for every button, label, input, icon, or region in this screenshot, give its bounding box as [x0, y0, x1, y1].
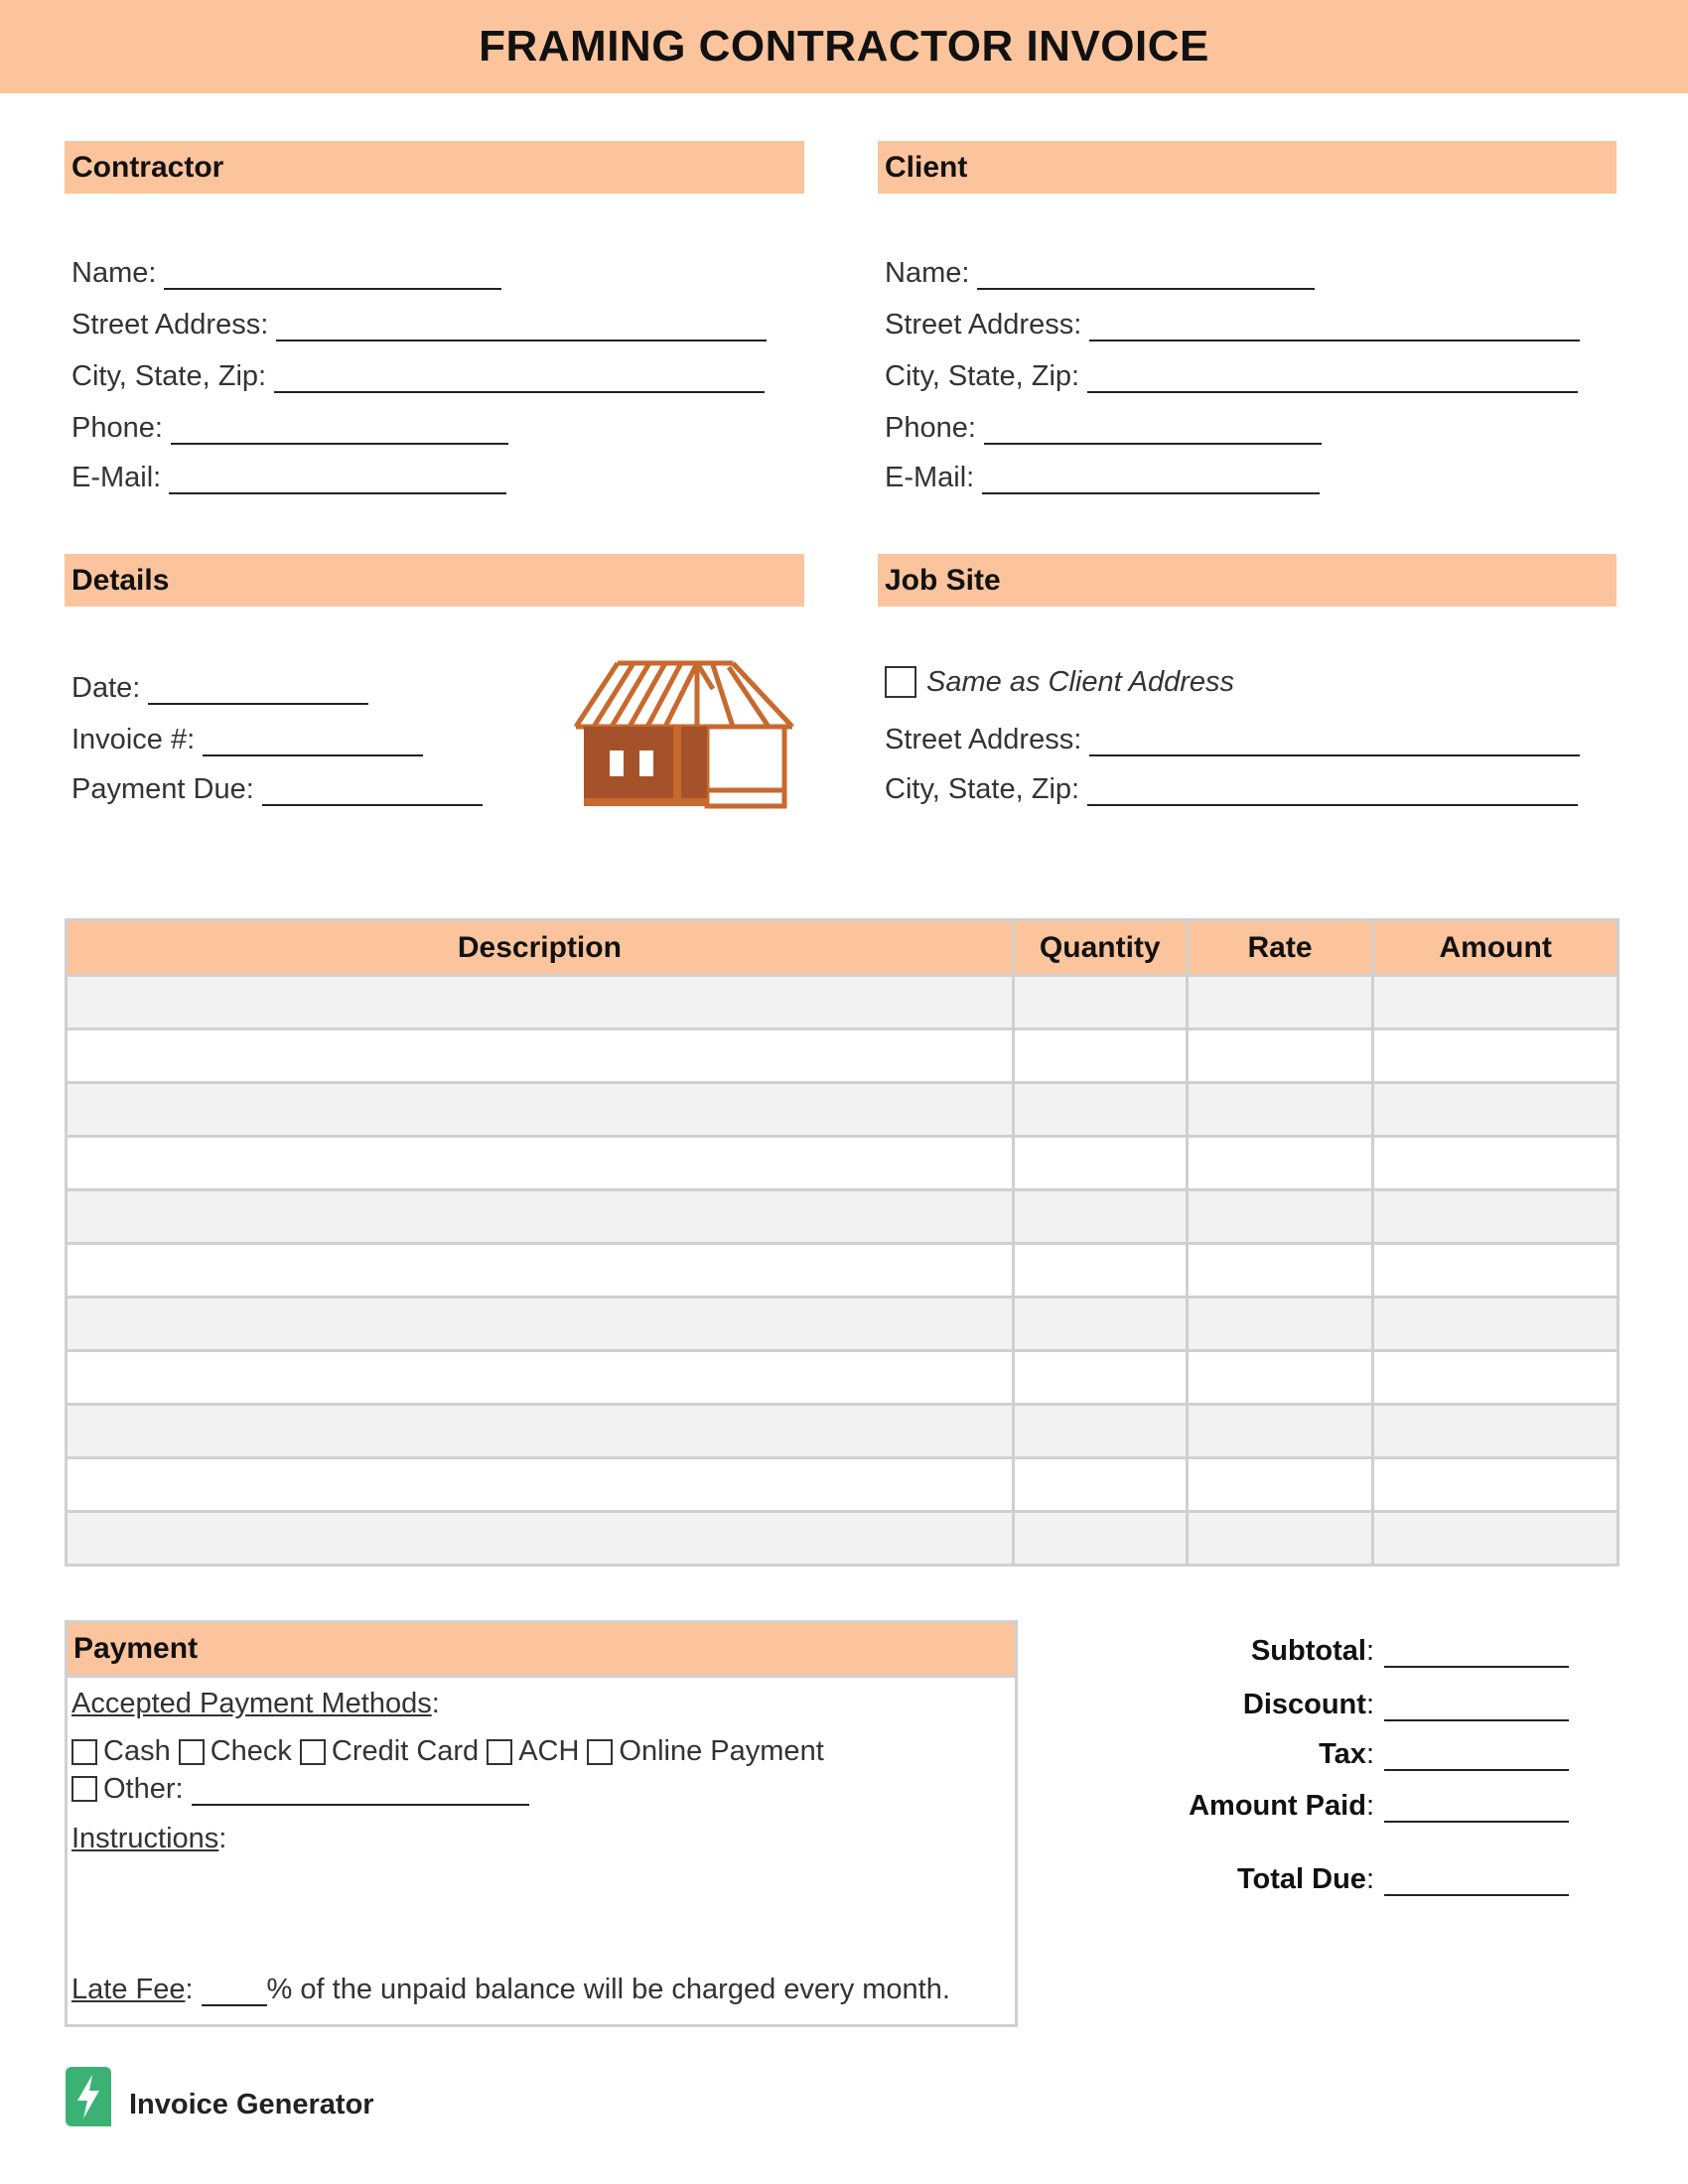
column-header-amount: Amount: [1373, 920, 1618, 976]
job-site-heading-label: Job Site: [885, 563, 1001, 597]
accepted-methods-text: Accepted Payment Methods: [71, 1688, 432, 1719]
late-fee-description: % of the unpaid balance will be charged every month.: [266, 1974, 950, 2005]
check-label: Check: [210, 1735, 292, 1767]
contractor-email-field[interactable]: [71, 455, 506, 494]
discount-line[interactable]: [1384, 1686, 1569, 1721]
description-cell[interactable]: [67, 1512, 1014, 1566]
other-checkbox[interactable]: [71, 1776, 97, 1802]
quantity-cell[interactable]: [1013, 1512, 1187, 1566]
rate-cell[interactable]: [1187, 1137, 1373, 1190]
field-label: Phone:: [885, 412, 976, 444]
quantity-cell[interactable]: [1013, 1244, 1187, 1297]
total-due-row: Total Due :: [1053, 1856, 1569, 1896]
description-cell[interactable]: [67, 1137, 1014, 1190]
same-as-client-checkbox[interactable]: [885, 666, 916, 698]
rate-cell[interactable]: [1187, 1351, 1373, 1405]
same-as-client-label: Same as Client Address: [926, 665, 1235, 698]
amount-cell[interactable]: [1373, 1029, 1618, 1083]
quantity-cell[interactable]: [1013, 1297, 1187, 1351]
amount-cell[interactable]: [1373, 1137, 1618, 1190]
amount-cell[interactable]: [1373, 1351, 1618, 1405]
field-label: Invoice #:: [71, 724, 196, 755]
cash-label: Cash: [103, 1735, 171, 1767]
amount-cell[interactable]: [1373, 1512, 1618, 1566]
client-name-field[interactable]: [885, 250, 1315, 290]
table-body: [67, 976, 1618, 1566]
rate-cell[interactable]: [1187, 1244, 1373, 1297]
rate-cell[interactable]: [1187, 976, 1373, 1029]
tax-row: Tax :: [1053, 1731, 1569, 1771]
column-header-quantity: Quantity: [1013, 920, 1187, 976]
client-email-field[interactable]: [885, 455, 1320, 494]
field-line[interactable]: [982, 459, 1320, 494]
instructions-label: Instructions:: [71, 1823, 227, 1854]
field-label: City, State, Zip:: [885, 773, 1080, 805]
description-cell[interactable]: [67, 1405, 1014, 1458]
field-label: Street Address:: [885, 724, 1082, 755]
field-label: Phone:: [71, 412, 163, 444]
job-city-field[interactable]: [885, 766, 1578, 806]
cash-checkbox[interactable]: [71, 1739, 97, 1765]
description-cell[interactable]: [67, 1297, 1014, 1351]
amount-cell[interactable]: [1373, 1190, 1618, 1244]
contractor-phone-field[interactable]: [71, 405, 508, 445]
description-cell[interactable]: [67, 1244, 1014, 1297]
details-heading: [65, 554, 804, 607]
instructions-text: Instructions: [71, 1823, 219, 1854]
field-line[interactable]: [203, 721, 423, 756]
amount-paid-row: Amount Paid :: [1053, 1783, 1569, 1823]
field-line[interactable]: [1089, 306, 1580, 341]
table-row: [67, 1244, 1618, 1297]
amount-cell[interactable]: [1373, 1405, 1618, 1458]
description-cell[interactable]: [67, 976, 1014, 1029]
table-header-row: [67, 920, 1618, 976]
amount-cell[interactable]: [1373, 1458, 1618, 1512]
amount-cell[interactable]: [1373, 1244, 1618, 1297]
table-row: [67, 1458, 1618, 1512]
tax-line[interactable]: [1384, 1735, 1569, 1771]
field-label: E-Mail:: [71, 462, 162, 493]
job-street-field[interactable]: [885, 717, 1580, 756]
field-label: City, State, Zip:: [71, 360, 267, 392]
quantity-cell[interactable]: [1013, 1029, 1187, 1083]
table-row: [67, 1083, 1618, 1137]
rate-cell[interactable]: [1187, 1458, 1373, 1512]
description-cell[interactable]: [67, 1190, 1014, 1244]
quantity-cell[interactable]: [1013, 1458, 1187, 1512]
quantity-cell[interactable]: [1013, 1190, 1187, 1244]
online-payment-label: Online Payment: [619, 1735, 824, 1767]
field-line[interactable]: [262, 770, 483, 806]
other-label: Other:: [103, 1773, 184, 1805]
field-label: Name:: [885, 257, 970, 289]
total-due-label: Total Due: [1236, 1863, 1366, 1895]
field-line[interactable]: [169, 459, 506, 494]
late-fee-row: Late Fee : % of the unpaid balance will be charged every month.: [71, 1974, 950, 2005]
payment-due-field[interactable]: [71, 766, 483, 806]
field-label: Payment Due:: [71, 773, 254, 805]
rate-cell[interactable]: [1187, 1297, 1373, 1351]
field-line[interactable]: [148, 669, 368, 705]
amount-cell[interactable]: [1373, 1083, 1618, 1137]
amount-cell[interactable]: [1373, 1297, 1618, 1351]
client-phone-field[interactable]: [885, 405, 1322, 445]
line-items-table: [65, 918, 1619, 1567]
subtotal-row: Subtotal :: [1053, 1628, 1569, 1668]
payment-heading-label: Payment: [73, 1632, 199, 1665]
rate-cell[interactable]: [1187, 1405, 1373, 1458]
client-heading-label: Client: [885, 150, 968, 184]
amount-paid-label: Amount Paid: [1189, 1790, 1366, 1822]
contractor-city-field[interactable]: [71, 353, 765, 393]
amount-cell[interactable]: [1373, 976, 1618, 1029]
field-line[interactable]: [984, 409, 1322, 445]
ach-label: ACH: [518, 1735, 580, 1767]
contractor-heading: [65, 141, 804, 194]
column-header-rate: Rate: [1187, 920, 1373, 976]
field-line[interactable]: [977, 254, 1315, 290]
field-label: Name:: [71, 257, 157, 289]
tax-label: Tax: [1319, 1738, 1366, 1770]
invoice-number-field[interactable]: [71, 717, 423, 756]
table-row: [67, 976, 1618, 1029]
other-line[interactable]: [192, 1774, 529, 1806]
description-cell[interactable]: [67, 1029, 1014, 1083]
contractor-street-field[interactable]: [71, 302, 767, 341]
check-checkbox[interactable]: [179, 1739, 205, 1765]
field-line[interactable]: [276, 306, 767, 341]
field-line[interactable]: [164, 254, 501, 290]
credit-card-checkbox[interactable]: [300, 1739, 326, 1765]
rate-cell[interactable]: [1187, 1029, 1373, 1083]
lightning-logo-icon: [66, 2067, 111, 2126]
field-line[interactable]: [1087, 770, 1578, 806]
details-heading-label: Details: [71, 563, 170, 597]
table-row: [67, 1351, 1618, 1405]
amount-paid-line[interactable]: [1384, 1787, 1569, 1823]
ach-checkbox[interactable]: [487, 1739, 512, 1765]
field-line[interactable]: [1089, 721, 1580, 756]
late-fee-percent-line[interactable]: [202, 1975, 267, 2006]
field-label: City, State, Zip:: [885, 360, 1080, 392]
field-line[interactable]: [274, 357, 765, 393]
description-cell[interactable]: [67, 1351, 1014, 1405]
table-row: [67, 1029, 1618, 1083]
late-fee-text: Late Fee: [71, 1974, 186, 2005]
quantity-cell[interactable]: [1013, 1405, 1187, 1458]
contractor-name-field[interactable]: [71, 250, 501, 290]
online-payment-checkbox[interactable]: [587, 1739, 613, 1765]
client-heading: [878, 141, 1617, 194]
credit-card-label: Credit Card: [331, 1735, 480, 1767]
rate-cell[interactable]: [1187, 1512, 1373, 1566]
table-row: [67, 1190, 1618, 1244]
table-row: [67, 1512, 1618, 1566]
house-frame-icon: [574, 659, 794, 810]
field-label: Date:: [71, 672, 141, 704]
quantity-cell[interactable]: [1013, 1351, 1187, 1405]
table-row: [67, 1137, 1618, 1190]
rate-cell[interactable]: [1187, 1190, 1373, 1244]
quantity-cell[interactable]: [1013, 1137, 1187, 1190]
rate-cell[interactable]: [1187, 1083, 1373, 1137]
description-cell[interactable]: [67, 1458, 1014, 1512]
job-site-heading: [878, 554, 1617, 607]
client-city-field[interactable]: [885, 353, 1578, 393]
field-label: E-Mail:: [885, 462, 975, 493]
field-label: Street Address:: [71, 309, 269, 341]
payment-heading: [68, 1623, 1015, 1678]
field-line[interactable]: [171, 409, 508, 445]
accepted-methods-label: Accepted Payment Methods:: [71, 1688, 440, 1719]
contractor-heading-label: Contractor: [71, 150, 224, 184]
date-field[interactable]: [71, 665, 368, 705]
payment-methods-row: [71, 1735, 832, 1768]
total-due-line[interactable]: [1384, 1860, 1569, 1896]
table-row: [67, 1405, 1618, 1458]
header-banner: [0, 0, 1688, 93]
discount-row: Discount :: [1053, 1682, 1569, 1721]
field-line[interactable]: [1087, 357, 1578, 393]
page-title: FRAMING CONTRACTOR INVOICE: [479, 22, 1209, 70]
description-cell[interactable]: [67, 1083, 1014, 1137]
subtotal-line[interactable]: [1384, 1632, 1569, 1668]
column-header-description: Description: [67, 920, 1014, 976]
same-as-client-option[interactable]: [885, 665, 1234, 699]
quantity-cell[interactable]: [1013, 1083, 1187, 1137]
quantity-cell[interactable]: [1013, 976, 1187, 1029]
subtotal-label: Subtotal: [1250, 1635, 1366, 1667]
footer-brand: Invoice Generator: [129, 2089, 374, 2120]
table-row: [67, 1297, 1618, 1351]
client-street-field[interactable]: [885, 302, 1580, 341]
discount-label: Discount: [1242, 1689, 1366, 1720]
field-label: Street Address:: [885, 309, 1082, 341]
other-method-row: [71, 1773, 529, 1806]
